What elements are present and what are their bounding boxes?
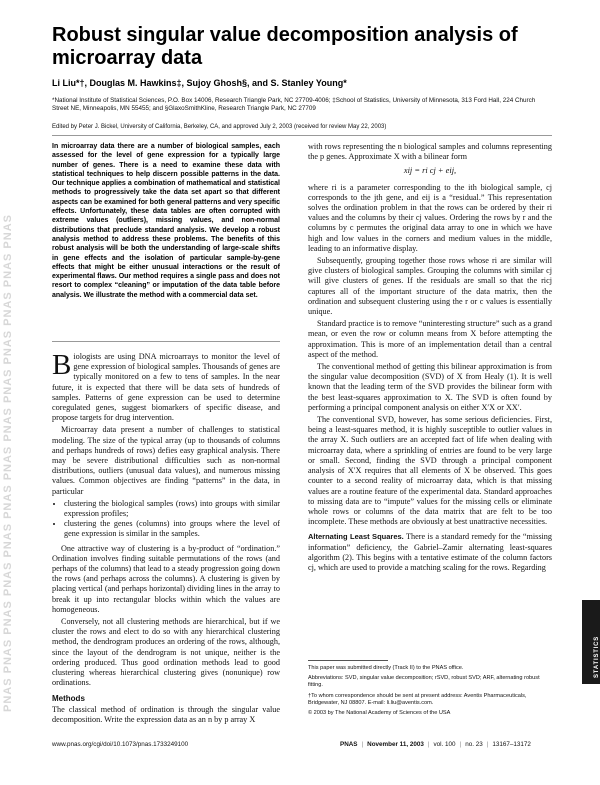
intro-paragraph-2: Microarray data present a number of challenges to statistical modeling. The size of the typical array (up to thousands of columns and perhaps hundreds of rows) defies easy graphical analysis. There may be severe distributional difficulties such as non-normal distributions, outliers (unusual data values), and numerous missing values. Common objectives are finding “patterns” in the data, in particular [52,425,280,496]
methods-paragraph-4: Standard practice is to remove “uninteresting structure” such as a grand mean, or even the row or column means from X before attempting the approximation. This is more of an implementation detail than a central aspect of the method. [308,319,552,359]
article-title: Robust singular value decomposition analysis of microarray data [52,24,518,69]
intro-paragraph-1-text: iologists are using DNA microarrays to monitor the level of gene expression of biological samples. Thousands of genes are typically monitored on a few to tens of samples. In the near future, it is expected that there will be data sets of hundreds of samples. Patterns of gene expression can be used to determine coregulated genes, suggest biomarkers of specific disease, and propose targets for drug intervention. [52,352,280,423]
section-tab-label: STATISTICS [594,635,600,678]
list-item: • clustering the genes (columns) into groups where the level of gene expression is similar in the samples. [64,519,280,539]
edited-by-line: Edited by Peter J. Bickel, University of California, Berkeley, CA, and approved July 2, 2003 (received for review May 22, 2003) [52,124,387,130]
abstract: In microarray data there are a number of biological samples, each assessed for the level of gene expression for a typically large number of genes. There is a need to examine these data with statistical techniques to help discern possible patterns in the data. Our technique applies a combination of mathematical and statistical methods to progressively take the data set apart so that different aspects can be examined for both general patterns and very specific effects. Unfortunately, these data tables are often corrupted with extreme values (outliers), missing values, and non-normal distributions that preclude standard analysis. We develop a robust analysis method to address these problems. The benefits of this robust analysis will be both the understanding of large-scale shifts in gene effects and the isolation of particular sample-by-gene effects that might be either unusual interactions or the result of experimental flaws. Our method requires a single pass and does not resort to complex “cleaning” or imputation of the data table before analysis. We illustrate the method with a commercial data set. [52,143,280,299]
methods-heading: Methods [52,693,85,703]
author-list: Li Liu*†, Douglas M. Hawkins‡, Sujoy Ghosh§, and S. Stanley Young* [52,78,347,88]
intro-paragraph-1 [52,349,280,423]
left-column-body [52,349,280,727]
issue-date: November 11, 2003 [367,741,424,748]
methods-paragraph-5: The conventional method of getting this bilinear approximation is from the singular value decomposition (SVD) of X from Healy (1). It is well known that the leading term of the SVD provides the bilinear form with the best least-squares approximation to X. The SVD is often found by performing a principal component analysis on either X′X or XX′. [308,362,552,412]
footnote-divider [308,660,388,661]
als-paragraph-text: There is a standard remedy for the “missing information” deficiency, the Gabriel–Zamir alternating least-squares algorithm (2). This begins with a tentative estimate of the column factors cj, which are used to provide a matching scaling for the rows. Regarding [308,532,552,572]
bilinear-equation: xij = ri cj + eij, [403,166,457,176]
doi-link[interactable]: www.pnas.org/cgi/doi/10.1073/pnas.1733249100 [52,741,189,748]
page-range: 13167–13172 [492,741,531,748]
als-paragraph [308,532,552,573]
footnote-abbreviations: Abbreviations: SVD, singular value decomposition; rSVD, robust SVD; ARF, alternating robust fitting. [308,675,540,689]
pnas-watermark-band [2,52,12,712]
header-divider [52,135,552,136]
methods-paragraph-6: The conventional SVD, however, has some serious deficiencies. First, being a least-squares method, it is highly susceptible to outlier values in the array X. Such outliers are an accepted fact of life when dealing with microarray data, where a sprinkling of entries are found to be very large or small. Second, finding the SVD through a principal component analysis of X′X requires that all elements of X be observed. This goes counter to a second reality of microarray data, which is that missing values are a routine feature of the experimental data. Standard approaches to missing data are to “impute” values for the missing cells or eliminate whole rows or columns of the data matrix that are felt to be too incomplete. These methods are obviously at best unattractive necessities. [308,415,552,527]
footnote-submission: This paper was submitted directly (Track II) to the PNAS office. [308,665,464,671]
methods-paragraph-2: where ri is a parameter corresponding to the ith biological sample, cj corresponds to the jth gene, and eij is a “residual.” This representation solves the ordination problem in that the rows can be ordered by their ri values and the columns by their cj values. Ordering the rows by r and the columns by c permutes the original data array to one in which we have high and low values in the corners and medium values in the middle, leading to an informative display. [308,182,552,253]
als-heading: Alternating Least Squares. [308,532,404,542]
pnas-sidebar [0,0,14,785]
list-item: • clustering the biological samples (rows) into groups with similar expression profiles; [64,499,280,519]
drop-cap: B [52,349,72,381]
footnotes [308,665,548,720]
section-tab [582,600,600,684]
intro-paragraph-3: One attractive way of clustering is a by-product of “ordination.” Ordination involves finding suitable permutations of the rows (and perhaps of the columns) that lead to a steady progression going down the rows (and perhaps across the columns). A clustering is given by placing vertical (and perhaps horizontal) dividing lines in the array to break it up into rectangular blocks within which the values are homogeneous. [52,543,280,614]
methods-continued-paragraph: with rows representing the n biological samples and columns representing the p genes. Approximate X with a bilinear form [308,142,552,162]
right-column-body [308,142,552,575]
abstract-divider [52,341,280,342]
methods-paragraph-3: Subsequently, grouping together those rows whose ri are similar will give clusters of biological samples. Grouping the columns with similar cj will give clusters of genes. If the residuals are small so that the ricj captures all of the important structure of the data matrix, then the ordination and subsequent clustering using the r or c values is essentially unique. [308,256,552,317]
pnas-sidebar-text: PNAS PNAS PNAS PNAS PNAS PNAS PNAS PNAS PNAS PNAS PNAS PNAS PNAS [2,214,14,712]
footnote-copyright: © 2003 by The National Academy of Sciences of the USA [308,710,451,717]
footnote-correspondence: †To whom correspondence should be sent at present address: Aventis Pharmaceuticals, Bridgewater, NJ 08807. E-mail: li.liu@aventis.com. [308,692,527,706]
affiliations: *National Institute of Statistical Sciences, P.O. Box 14006, Research Triangle Park, NC 27709-4006; ‡School of Statistics, University of Minnesota, 313 Ford Hall, 224 Church Street NE, Minneapolis, MN 55455; and §GlaxoSmithKline, Research Triangle Park, NC 27709 [52,97,536,112]
intro-paragraph-4: Conversely, not all clustering methods are hierarchical, but if we cluster the rows and elect to do so with any hierarchical clustering method, the dendrogram produces an ordering of the rows, although, since the layout of the dendrogram is not unique, neither is the ordering produced. Thus good ordination methods lead to good clustering whereas hierarchical clustering gives (nonunique) row ordinations. [52,617,280,688]
objective-list [52,499,280,540]
methods-paragraph-1: The classical method of ordination is through the singular value decomposition. Write the expression data as an n by p array X [52,704,280,724]
journal-name: PNAS [340,741,358,748]
volume: vol. 100 [433,741,456,748]
journal-citation: PNAS | November 11, 2003 | vol. 100 | no. 23 | 13167–13172 [340,741,531,748]
issue-number: no. 23 [465,741,483,748]
